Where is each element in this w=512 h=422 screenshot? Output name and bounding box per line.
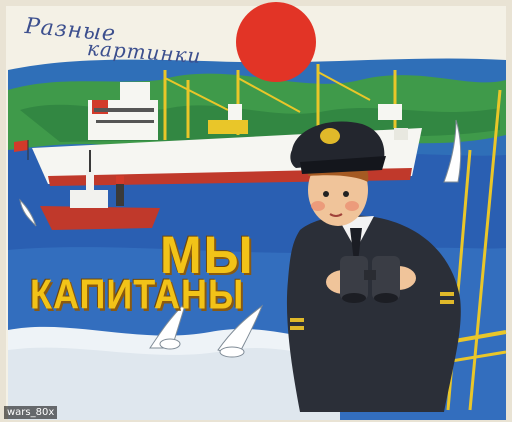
handwritten-note-line2: картинки <box>86 36 203 68</box>
watermark: wars_80x <box>4 406 57 419</box>
sun <box>236 2 316 82</box>
title-line1: МЫ <box>160 225 255 285</box>
foam-2 <box>8 348 340 420</box>
handwritten-note-line1: Разные <box>23 14 118 47</box>
title-line2: КАПИТАНЫ <box>30 270 245 318</box>
